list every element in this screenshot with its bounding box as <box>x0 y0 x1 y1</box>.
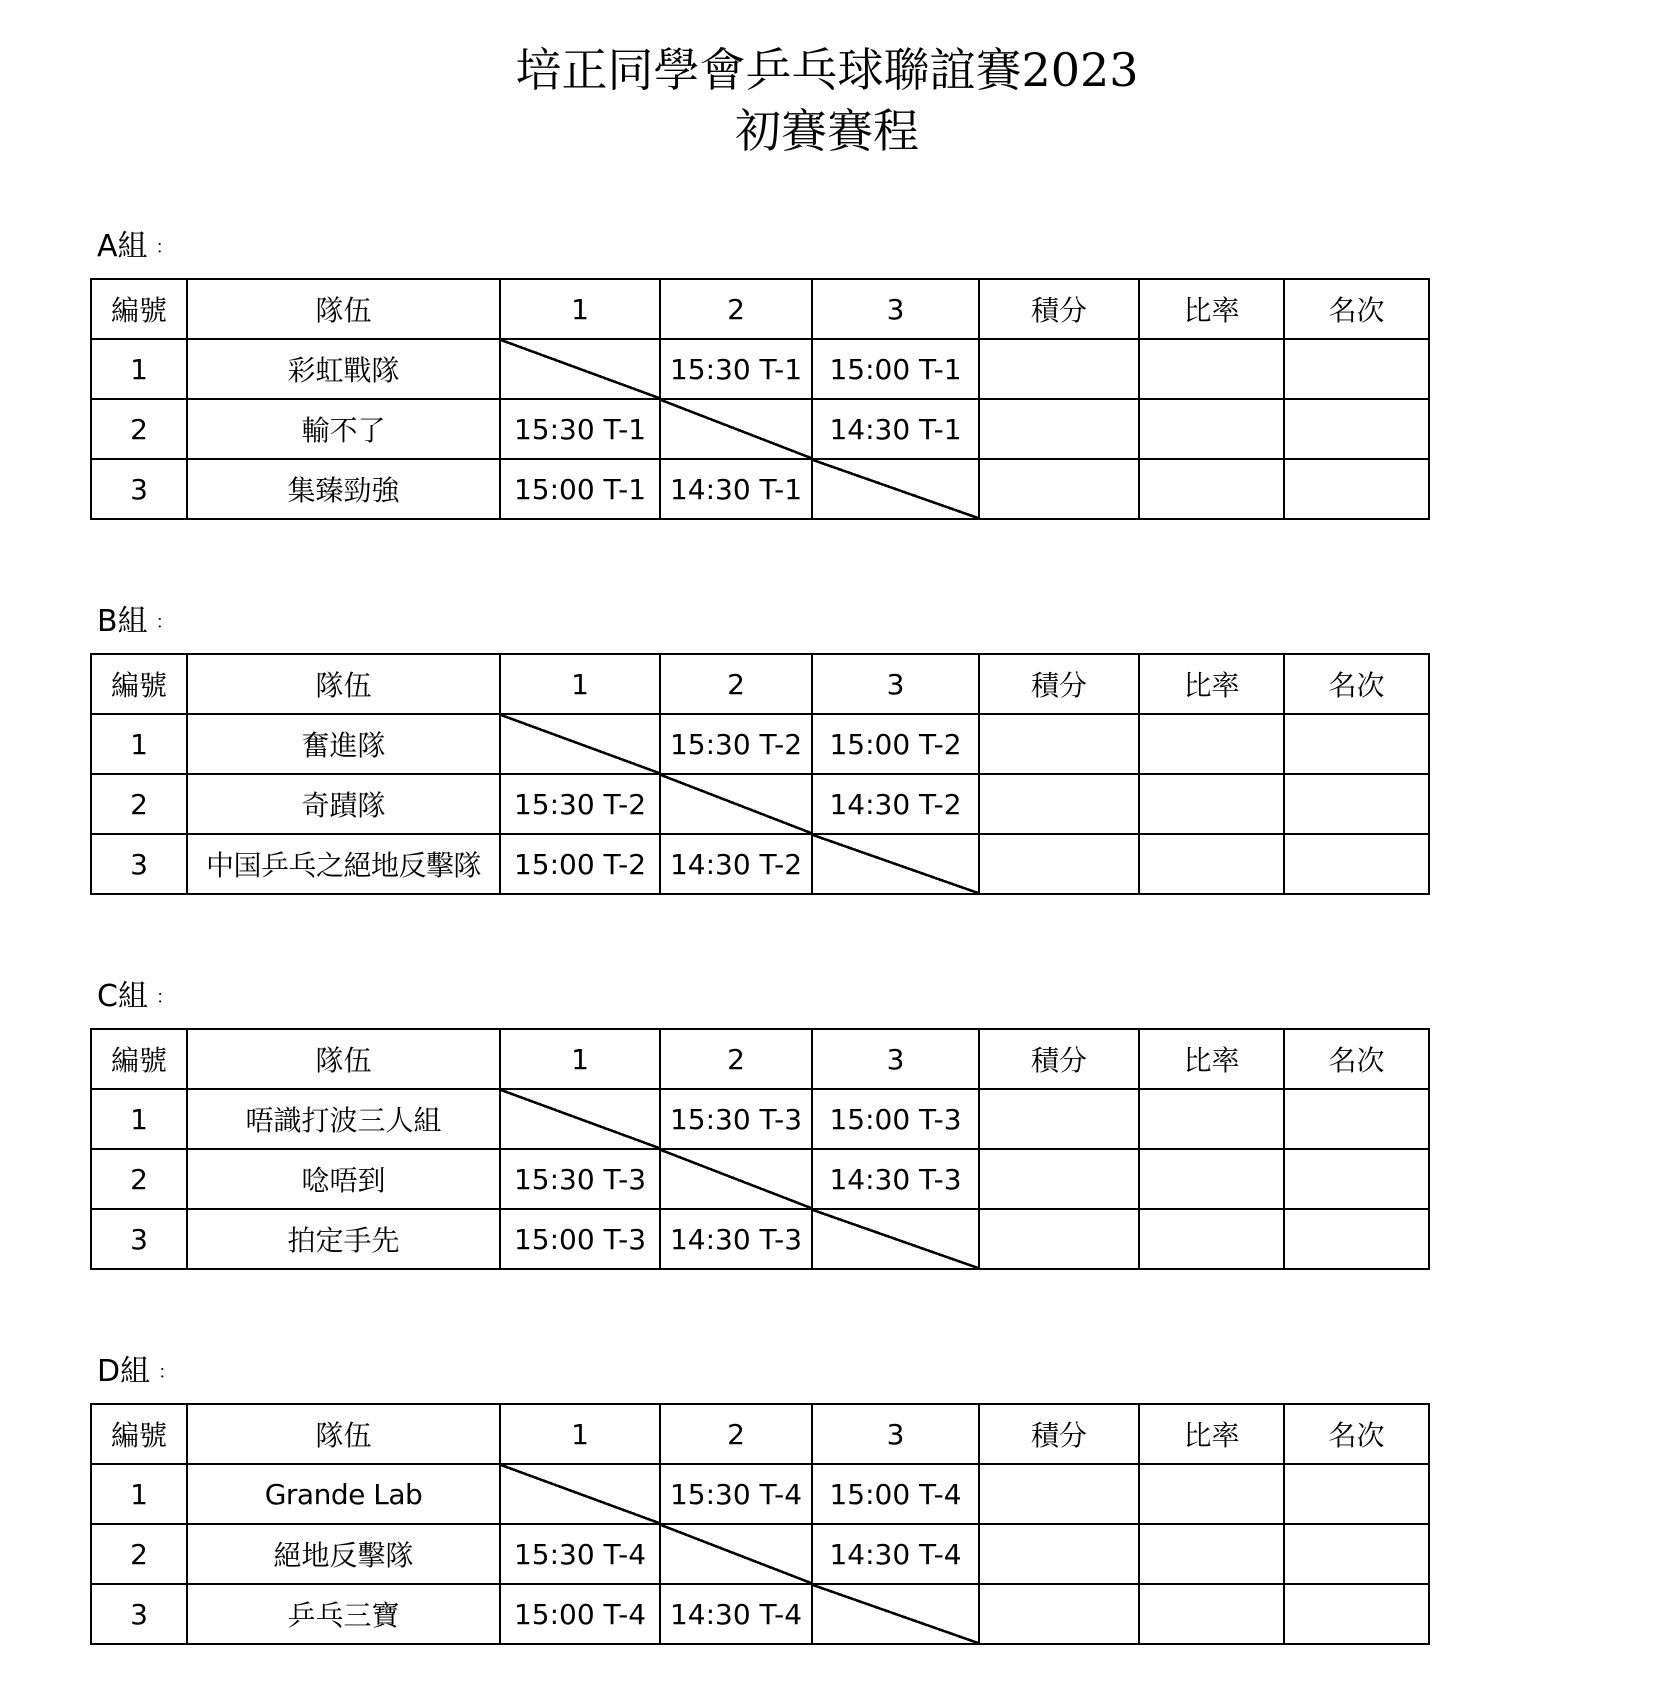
header-cell: 1 <box>500 279 660 339</box>
match-cell-3: 15:00 T-3 <box>812 1089 979 1149</box>
ratio-cell <box>1139 714 1284 774</box>
table-row <box>91 1149 1429 1209</box>
header-cell: 1 <box>500 1029 660 1089</box>
team-number-cell: 3 <box>91 834 187 894</box>
team-name-cell: 拍定手先 <box>187 1209 500 1269</box>
match-cell-1: 15:30 T-4 <box>500 1524 660 1584</box>
ratio-cell <box>1139 399 1284 459</box>
header-cell: 積分 <box>979 279 1139 339</box>
table-header-row <box>91 279 1429 339</box>
match-cell-3: 14:30 T-2 <box>812 774 979 834</box>
match-cell-2: 14:30 T-3 <box>660 1209 812 1269</box>
table-row <box>91 714 1429 774</box>
ratio-cell <box>1139 1464 1284 1524</box>
header-cell: 名次 <box>1284 1404 1429 1464</box>
match-cell-1: 15:00 T-3 <box>500 1209 660 1269</box>
points-cell <box>979 339 1139 399</box>
match-cell-2: 15:30 T-2 <box>660 714 812 774</box>
match-cell-3 <box>812 459 979 519</box>
match-cell-3: 14:30 T-3 <box>812 1149 979 1209</box>
table-row <box>91 339 1429 399</box>
header-cell: 比率 <box>1139 279 1284 339</box>
group-label <box>97 227 174 268</box>
schedule-table <box>90 278 1430 520</box>
match-cell-1: 15:30 T-2 <box>500 774 660 834</box>
team-name-cell: 奇蹟隊 <box>187 774 500 834</box>
match-cell-2 <box>660 1524 812 1584</box>
schedule-table <box>90 653 1430 895</box>
header-cell: 隊伍 <box>187 654 500 714</box>
match-cell-1 <box>500 714 660 774</box>
ratio-cell <box>1139 339 1284 399</box>
group-label <box>97 977 174 1018</box>
table-header-row <box>91 1404 1429 1464</box>
team-name-cell: Grande Lab <box>187 1464 500 1524</box>
team-number-cell: 2 <box>91 1524 187 1584</box>
rank-cell <box>1284 459 1429 519</box>
rank-cell <box>1284 1464 1429 1524</box>
group-label-text: B組 <box>97 604 148 639</box>
group-label-text: A組 <box>97 229 148 264</box>
rank-cell <box>1284 399 1429 459</box>
header-cell: 隊伍 <box>187 1029 500 1089</box>
match-cell-1: 15:30 T-3 <box>500 1149 660 1209</box>
table-header-row <box>91 654 1429 714</box>
table-row <box>91 459 1429 519</box>
team-name-cell: 唔識打波三人組 <box>187 1089 500 1149</box>
team-number-cell: 3 <box>91 1209 187 1269</box>
table-row <box>91 834 1429 894</box>
rank-cell <box>1284 774 1429 834</box>
header-cell: 3 <box>812 1029 979 1089</box>
match-cell-2: 15:30 T-4 <box>660 1464 812 1524</box>
header-cell: 3 <box>812 1404 979 1464</box>
team-name-cell: 中国乒乓之絕地反擊隊 <box>187 834 500 894</box>
header-cell: 隊伍 <box>187 1404 500 1464</box>
ratio-cell <box>1139 1584 1284 1644</box>
team-name-cell: 彩虹戰隊 <box>187 339 500 399</box>
header-cell: 3 <box>812 654 979 714</box>
schedule-table <box>90 1028 1430 1270</box>
points-cell <box>979 834 1139 894</box>
points-cell <box>979 774 1139 834</box>
team-name-cell: 絕地反擊隊 <box>187 1524 500 1584</box>
table-row <box>91 774 1429 834</box>
ratio-cell <box>1139 1209 1284 1269</box>
points-cell <box>979 1464 1139 1524</box>
group-label-colon: ： <box>155 611 174 633</box>
rank-cell <box>1284 714 1429 774</box>
points-cell <box>979 1524 1139 1584</box>
match-cell-1: 15:00 T-4 <box>500 1584 660 1644</box>
page-title: 培正同學會乒乓球聯誼賽2023 <box>515 43 1139 97</box>
match-cell-1: 15:00 T-1 <box>500 459 660 519</box>
team-name-cell: 集臻勁強 <box>187 459 500 519</box>
match-cell-2 <box>660 1149 812 1209</box>
rank-cell <box>1284 1209 1429 1269</box>
header-cell: 積分 <box>979 1404 1139 1464</box>
points-cell <box>979 1209 1139 1269</box>
table-row <box>91 1524 1429 1584</box>
team-number-cell: 2 <box>91 1149 187 1209</box>
header-cell: 比率 <box>1139 1404 1284 1464</box>
table-row <box>91 1089 1429 1149</box>
rank-cell <box>1284 834 1429 894</box>
header-cell: 積分 <box>979 1029 1139 1089</box>
rank-cell <box>1284 1524 1429 1584</box>
match-cell-2 <box>660 399 812 459</box>
match-cell-1: 15:30 T-1 <box>500 399 660 459</box>
header-cell: 3 <box>812 279 979 339</box>
match-cell-3: 14:30 T-4 <box>812 1524 979 1584</box>
group-label-text: D組 <box>97 1354 151 1389</box>
page-subtitle: 初賽賽程 <box>735 104 919 158</box>
table-row <box>91 1584 1429 1644</box>
table-row <box>91 1209 1429 1269</box>
group-label-colon: ： <box>155 986 174 1008</box>
header-cell: 比率 <box>1139 654 1284 714</box>
points-cell <box>979 459 1139 519</box>
match-cell-3: 14:30 T-1 <box>812 399 979 459</box>
points-cell <box>979 1089 1139 1149</box>
header-cell: 編號 <box>91 1029 187 1089</box>
team-name-cell: 唸唔到 <box>187 1149 500 1209</box>
header-cell: 2 <box>660 1404 812 1464</box>
points-cell <box>979 1149 1139 1209</box>
ratio-cell <box>1139 1149 1284 1209</box>
table-row <box>91 399 1429 459</box>
match-cell-2: 15:30 T-1 <box>660 339 812 399</box>
match-cell-1 <box>500 339 660 399</box>
header-cell: 編號 <box>91 1404 187 1464</box>
ratio-cell <box>1139 1089 1284 1149</box>
rank-cell <box>1284 1149 1429 1209</box>
team-name-cell: 奮進隊 <box>187 714 500 774</box>
group-label-colon: ： <box>158 1361 177 1383</box>
header-cell: 名次 <box>1284 654 1429 714</box>
group-label-text: C組 <box>97 979 148 1014</box>
match-cell-2: 14:30 T-4 <box>660 1584 812 1644</box>
team-number-cell: 1 <box>91 1464 187 1524</box>
header-cell: 2 <box>660 279 812 339</box>
group-label <box>97 1352 176 1393</box>
header-cell: 積分 <box>979 654 1139 714</box>
header-cell: 隊伍 <box>187 279 500 339</box>
team-number-cell: 3 <box>91 1584 187 1644</box>
team-name-cell: 輸不了 <box>187 399 500 459</box>
header-cell: 2 <box>660 1029 812 1089</box>
header-cell: 2 <box>660 654 812 714</box>
match-cell-1 <box>500 1464 660 1524</box>
ratio-cell <box>1139 459 1284 519</box>
team-number-cell: 2 <box>91 774 187 834</box>
header-cell: 名次 <box>1284 279 1429 339</box>
team-number-cell: 1 <box>91 339 187 399</box>
match-cell-3: 15:00 T-1 <box>812 339 979 399</box>
match-cell-2: 14:30 T-1 <box>660 459 812 519</box>
rank-cell <box>1284 1584 1429 1644</box>
header-cell: 編號 <box>91 279 187 339</box>
header-cell: 名次 <box>1284 1029 1429 1089</box>
rank-cell <box>1284 1089 1429 1149</box>
points-cell <box>979 399 1139 459</box>
match-cell-2 <box>660 774 812 834</box>
points-cell <box>979 1584 1139 1644</box>
match-cell-3: 15:00 T-4 <box>812 1464 979 1524</box>
header-cell: 比率 <box>1139 1029 1284 1089</box>
team-number-cell: 2 <box>91 399 187 459</box>
group-label-colon: ： <box>155 236 174 258</box>
team-number-cell: 1 <box>91 714 187 774</box>
table-row <box>91 1464 1429 1524</box>
team-name-cell: 乒乓三寶 <box>187 1584 500 1644</box>
match-cell-1: 15:00 T-2 <box>500 834 660 894</box>
team-number-cell: 3 <box>91 459 187 519</box>
header-cell: 1 <box>500 654 660 714</box>
match-cell-3: 15:00 T-2 <box>812 714 979 774</box>
match-cell-2: 14:30 T-2 <box>660 834 812 894</box>
rank-cell <box>1284 339 1429 399</box>
schedule-table <box>90 1403 1430 1645</box>
match-cell-2: 15:30 T-3 <box>660 1089 812 1149</box>
header-cell: 1 <box>500 1404 660 1464</box>
group-label <box>97 602 174 643</box>
ratio-cell <box>1139 834 1284 894</box>
ratio-cell <box>1139 1524 1284 1584</box>
match-cell-3 <box>812 1209 979 1269</box>
match-cell-3 <box>812 1584 979 1644</box>
table-header-row <box>91 1029 1429 1089</box>
header-cell: 編號 <box>91 654 187 714</box>
match-cell-1 <box>500 1089 660 1149</box>
match-cell-3 <box>812 834 979 894</box>
points-cell <box>979 714 1139 774</box>
ratio-cell <box>1139 774 1284 834</box>
team-number-cell: 1 <box>91 1089 187 1149</box>
